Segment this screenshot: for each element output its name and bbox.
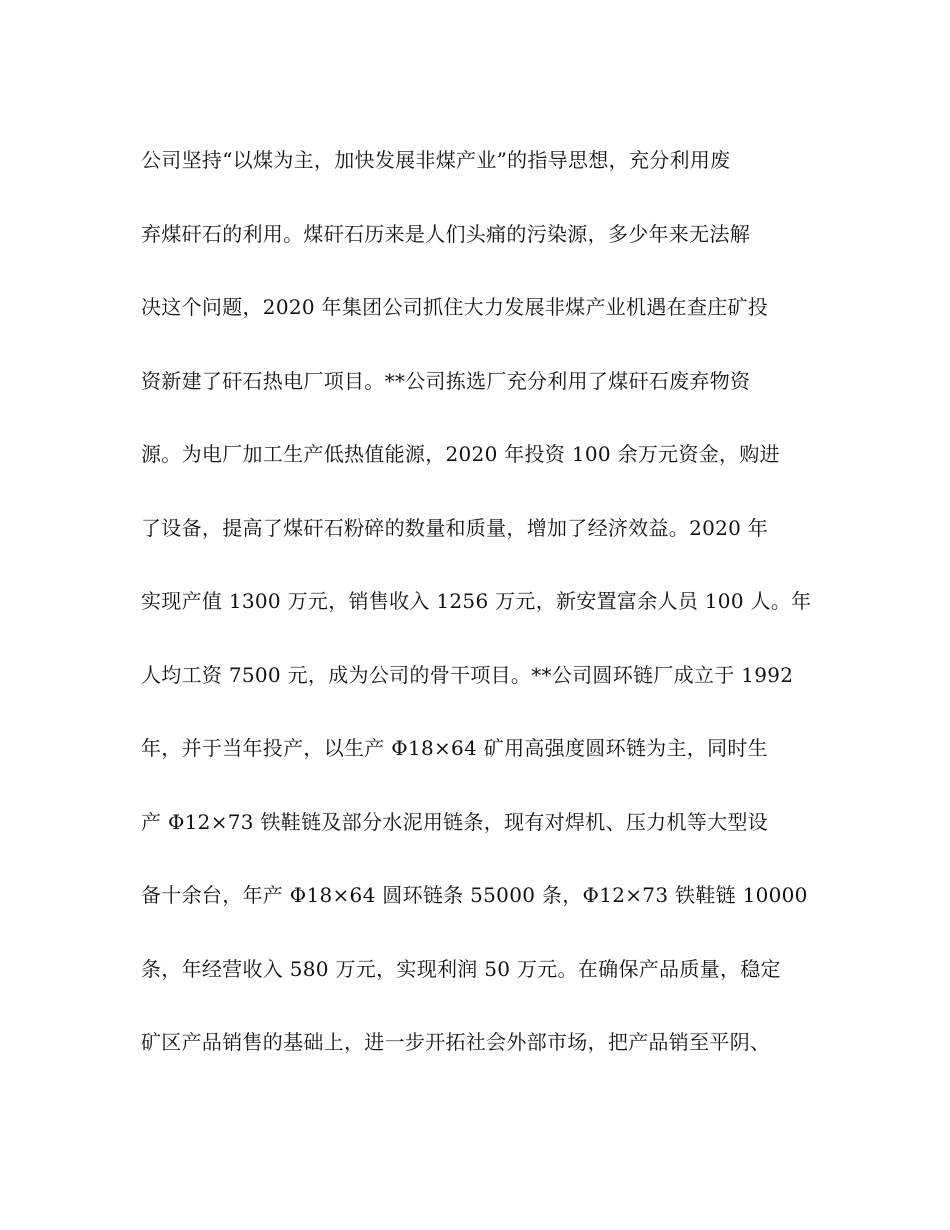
text-line-5: 源。为电厂加工生产低热值能源，2020 年投资 100 余万元资金，购进	[141, 442, 780, 466]
text-line-2: 弃煤矸石的利用。煤矸石历来是人们头痛的污染源，多少年来无法解	[141, 221, 750, 246]
text-line-9: 年，并于当年投产，以生产 Φ18×64 矿用高强度圆环链为主，同时生	[141, 736, 768, 760]
text-line-8: 人均工资 7500 元，成为公司的骨干项目。**公司圆环链厂成立于 1992	[141, 662, 794, 687]
text-line-6: 了设备，提高了煤矸石粉碎的数量和质量，增加了经济效益。2020 年	[141, 515, 769, 540]
text-line-13: 矿区产品销售的基础上，进一步开拓社会外部市场，把产品销至平阴、	[141, 1030, 771, 1054]
text-line-4: 资新建了矸石热电厂项目。**公司拣选厂充分利用了煤矸石废弃物资	[141, 368, 751, 393]
text-line-7: 实现产值 1300 万元，销售收入 1256 万元，新安置富余人员 100 人。年	[141, 589, 812, 613]
text-line-11: 备十余台，年产 Φ18×64 圆环链条 55000 条，Φ12×73 铁鞋链 10000	[141, 883, 808, 907]
text-line-10: 产 Φ12×73 铁鞋链及部分水泥用链条，现有对焊机、压力机等大型设	[141, 809, 768, 834]
text-line-3: 决这个问题，2020 年集团公司抓住大力发展非煤产业机遇在查庄矿投	[141, 295, 769, 319]
text-line-1: 公司坚持“以煤为主，加快发展非煤产业”的指导思想，充分利用废	[141, 148, 731, 172]
text-line-12: 条，年经营收入 580 万元，实现利润 50 万元。在确保产品质量，稳定	[141, 956, 781, 981]
body-paragraph	[141, 140, 821, 1096]
